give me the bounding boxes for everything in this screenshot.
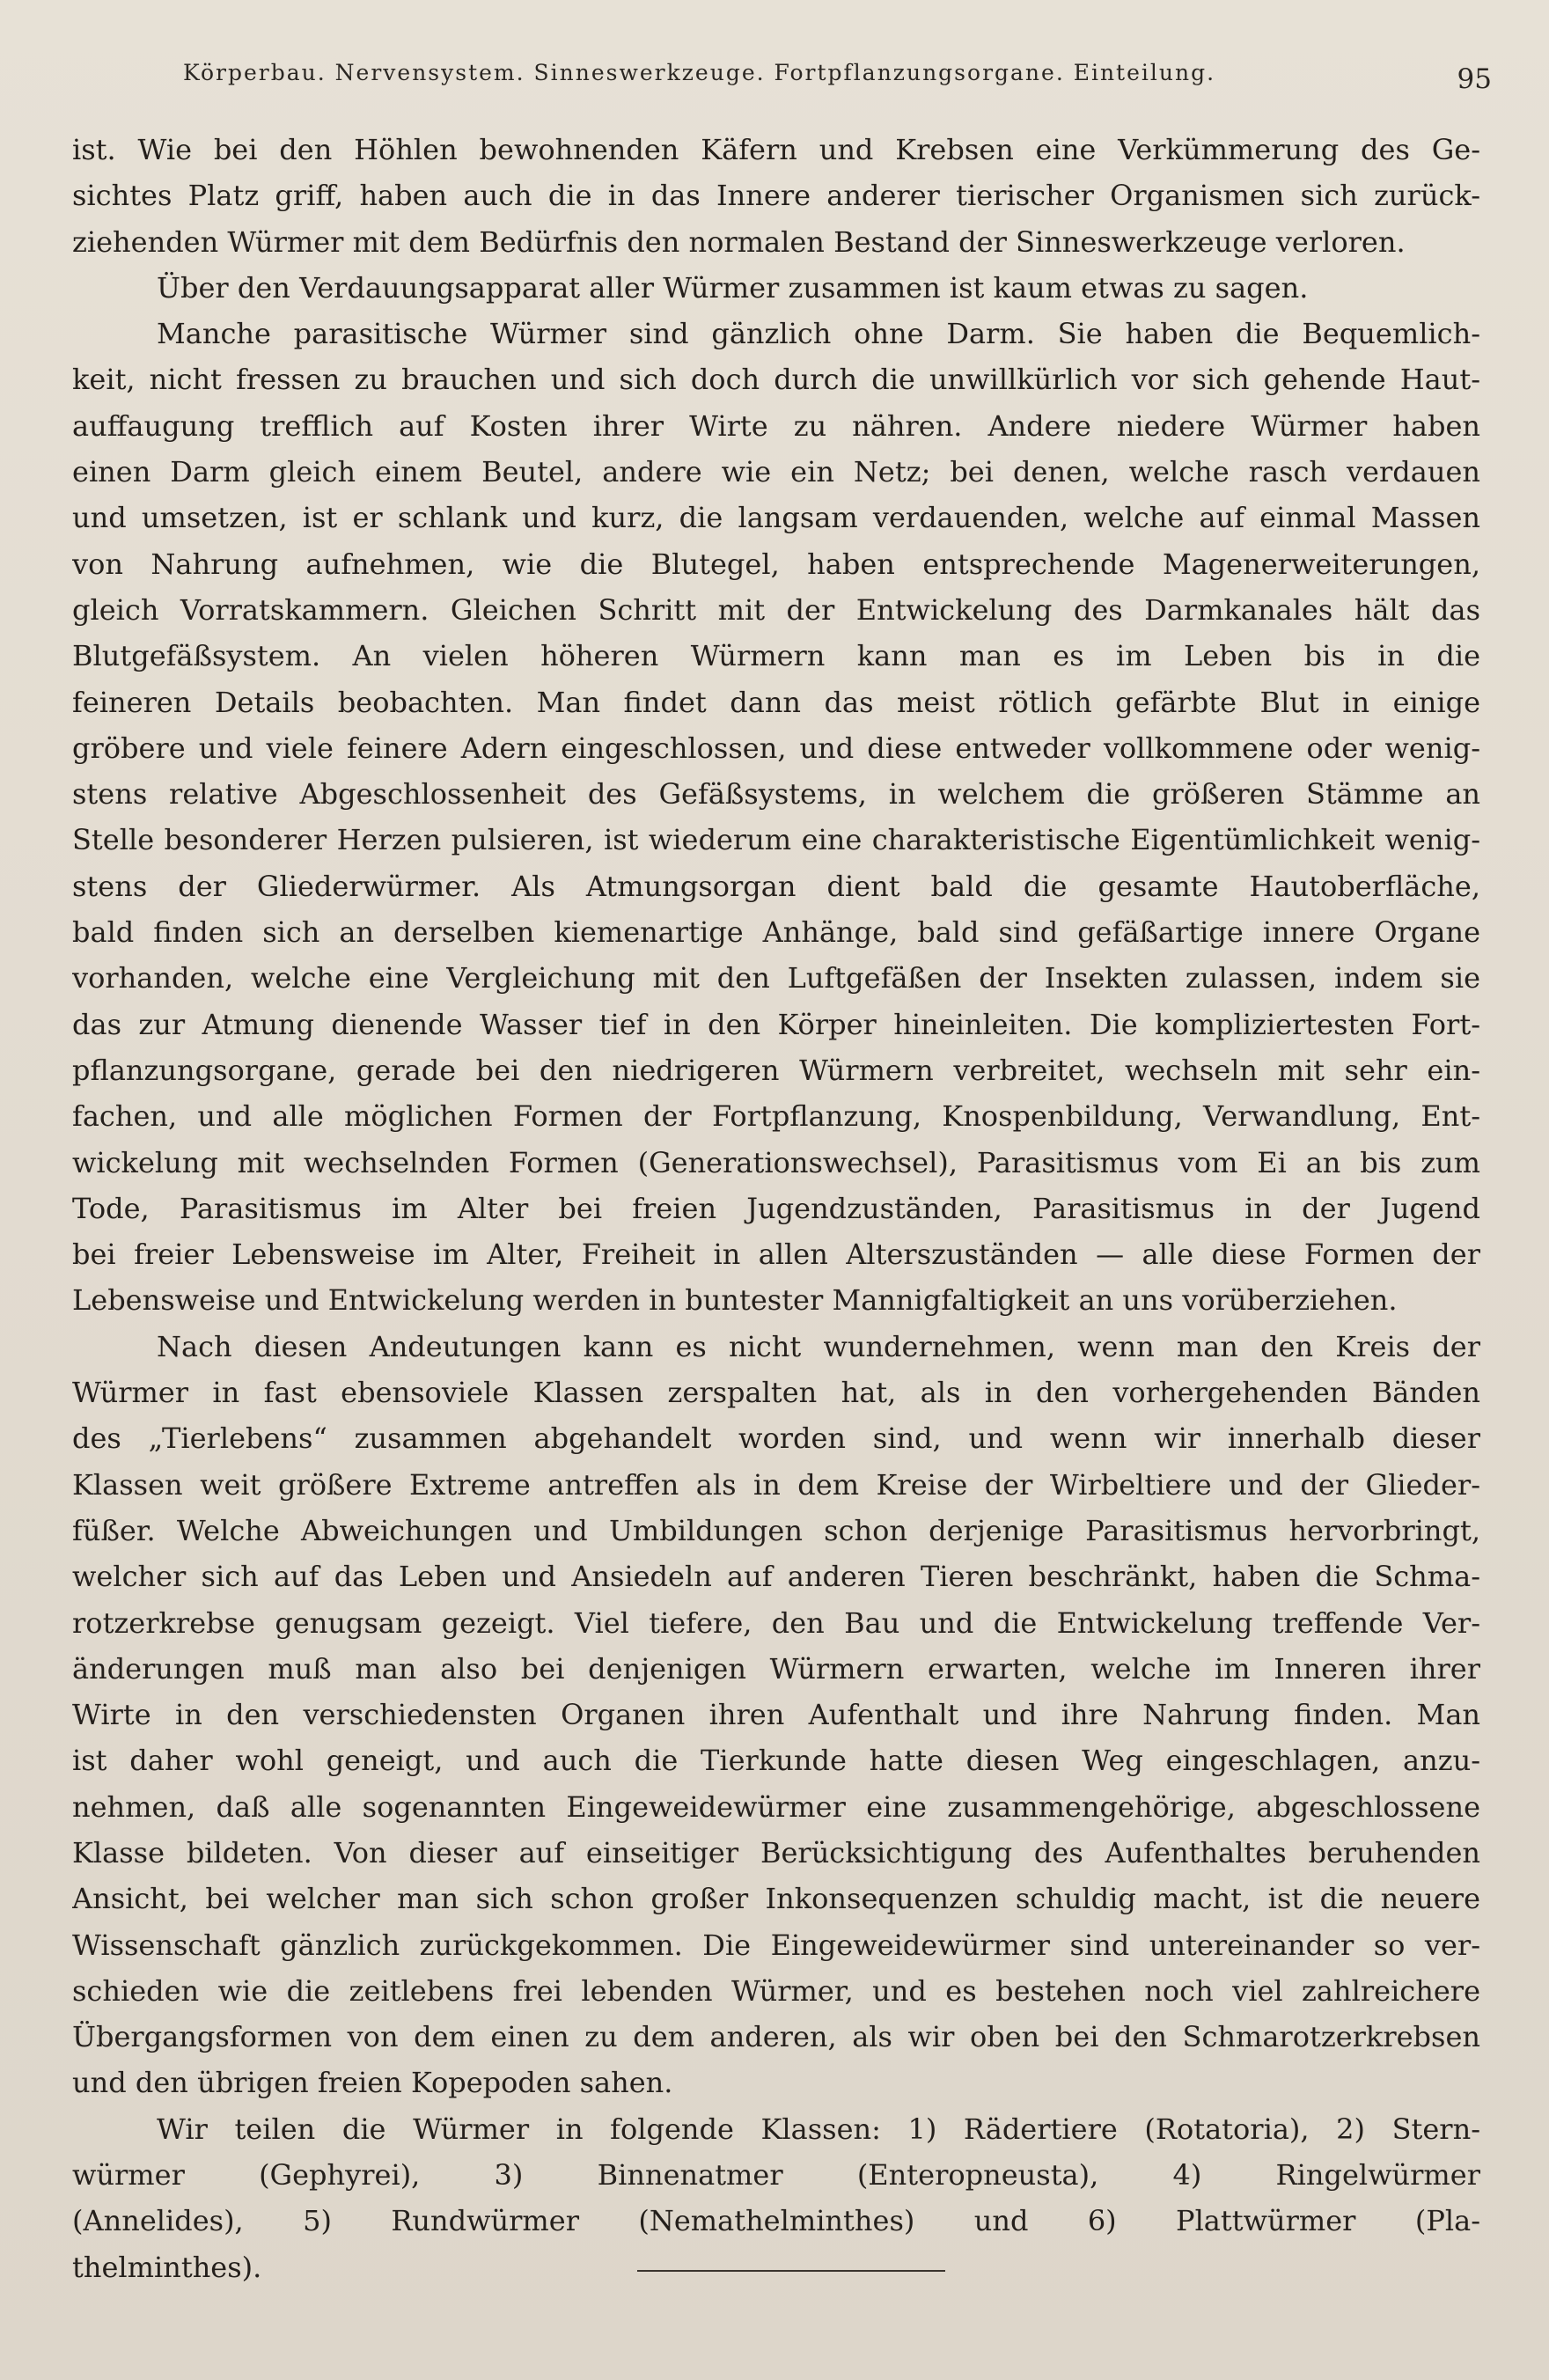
text-line: Lebensweise und Entwickelung werden in buntester Mannigfaltigkeit an uns vorüberziehen. — [72, 1283, 1398, 1318]
text-line: Blutgefäßsystem. An vielen höheren Würmern kann man es im Leben bis in die — [72, 639, 1480, 673]
text-line: wickelung mit wechselnden Formen (Generationswechsel), Parasitismus vom Ei an bis zum — [72, 1145, 1480, 1179]
text-line: des „Tierlebens“ zusammen abgehandelt worden sind, und wenn wir innerhalb dieser — [72, 1421, 1480, 1456]
text-line: welcher sich auf das Leben und Ansiedeln auf anderen Tieren beschränkt, haben die Schma- — [72, 1560, 1480, 1594]
text-line: von Nahrung aufnehmen, wie die Blutegel, haben entsprechende Magenerweiterungen, — [72, 547, 1480, 581]
text-line: Tode, Parasitismus im Alter bei freien Jugendzuständen, Parasitismus in der Jugend — [72, 1191, 1480, 1225]
text-line: pflanzungsorgane, gerade bei den niedrigeren Würmern verbreitet, wechseln mit sehr ein- — [72, 1053, 1480, 1087]
text-line: nehmen, daß alle sogenannten Eingeweidewürmer eine zusammengehörige, abgeschlossene — [72, 1789, 1480, 1824]
text-line: änderungen muß man also bei denjenigen Würmern erwarten, welche im Inneren ihrer — [72, 1651, 1480, 1686]
text-line: thelminthes). — [72, 2250, 262, 2284]
text-line: auffaugung trefflich auf Kosten ihrer Wirte zu nähren. Andere niedere Würmer haben — [72, 408, 1480, 443]
running-head: Körperbau. Nervensystem. Sinneswerkzeuge. Fortpflanzungsorgane. Einteilung. — [183, 60, 1216, 85]
text-line: schieden wie die zeitlebens frei lebenden Würmer, und es bestehen noch viel zahlreichere — [72, 1973, 1480, 2008]
text-line: Ansicht, bei welcher man sich schon großer Inkonsequenzen schuldig macht, ist die neuere — [72, 1882, 1480, 1916]
body-text — [72, 127, 1480, 2290]
text-line: gleich Vorratskammern. Gleichen Schritt mit der Entwickelung des Darmkanales hält das — [72, 592, 1480, 627]
text-line: Wirte in den verschiedensten Organen ihren Aufenthalt und ihre Nahrung finden. Man — [72, 1698, 1480, 1732]
text-line: ist daher wohl geneigt, und auch die Tierkunde hatte diesen Weg eingeschlagen, anzu- — [72, 1744, 1480, 1778]
text-line: Nach diesen Andeutungen kann es nicht wundernehmen, wenn man den Kreis der — [157, 1329, 1480, 1363]
text-line: sichtes Platz griff, haben auch die in das Innere anderer tierischer Organismen sich zurück- — [72, 179, 1480, 213]
text-line: stens der Gliederwürmer. Als Atmungsorgan dient bald die gesamte Hautoberfläche, — [72, 869, 1480, 903]
text-line: Manche parasitische Würmer sind gänzlich ohne Darm. Sie haben die Bequemlich- — [157, 317, 1480, 351]
text-line: würmer (Gephyrei), 3) Binnenatmer (Enteropneusta), 4) Ringelwürmer — [72, 2158, 1480, 2193]
text-line: ist. Wie bei den Höhlen bewohnenden Käfern und Krebsen eine Verkümmerung des Ge- — [72, 133, 1480, 166]
text-line: feineren Details beobachten. Man findet dann das meist rötlich gefärbte Blut in einige — [72, 685, 1480, 719]
closing-rule — [637, 2270, 945, 2272]
text-line: bei freier Lebensweise im Alter, Freiheit in allen Alterszuständen — alle diese Formen der — [72, 1238, 1480, 1272]
text-line: und umsetzen, ist er schlank und kurz, die langsam verdauenden, welche auf einmal Massen — [72, 501, 1480, 535]
text-line: stens relative Abgeschlossenheit des Gefäßsystems, in welchem die größeren Stämme an — [72, 777, 1480, 812]
text-line: Wir teilen die Würmer in folgende Klassen: 1) Rädertiere (Rotatoria), 2) Stern- — [157, 2112, 1480, 2146]
text-line: Stelle besonderer Herzen pulsieren, ist wiederum eine charakteristische Eigentümlichkeit wenig- — [72, 823, 1480, 857]
text-line: Klassen weit größere Extreme antreffen als in dem Kreise der Wirbeltiere und der Glieder- — [72, 1467, 1480, 1502]
text-line: Klasse bildeten. Von dieser auf einseitiger Berücksichtigung des Aufenthaltes beruhenden — [72, 1835, 1480, 1869]
text-line: einen Darm gleich einem Beutel, andere wie ein Netz; bei denen, welche rasch verdauen — [72, 455, 1480, 489]
text-line: fachen, und alle möglichen Formen der Fortpflanzung, Knospenbildung, Verwandlung, Ent- — [72, 1099, 1480, 1134]
text-line: bald finden sich an derselben kiemenartige Anhänge, bald sind gefäßartige innere Organe — [72, 915, 1480, 950]
text-line: gröbere und viele feinere Adern eingeschlossen, und diese entweder vollkommene oder wenig- — [72, 731, 1480, 765]
page-header — [70, 53, 1492, 97]
text-line: Würmer in fast ebensoviele Klassen zerspalten hat, als in den vorhergehenden Bänden — [72, 1376, 1480, 1410]
text-line: das zur Atmung dienende Wasser tief in den Körper hineinleiten. Die kompliziertesten Fort- — [72, 1007, 1480, 1041]
text-line: Übergangsformen von dem einen zu dem anderen, als wir oben bei den Schmarotzerkrebsen — [72, 2020, 1480, 2054]
text-line: (Annelides), 5) Rundwürmer (Nemathelminthes) und 6) Plattwürmer (Pla- — [72, 2204, 1480, 2238]
text-line: ziehenden Würmer mit dem Bedürfnis den normalen Bestand der Sinneswerkzeuge verloren. — [72, 224, 1406, 259]
text-line: Über den Verdauungsapparat aller Würmer zusammen ist kaum etwas zu sagen. — [157, 270, 1309, 305]
text-line: Wissenschaft gänzlich zurückgekommen. Die Eingeweidewürmer sind untereinander so ver- — [72, 1928, 1480, 1962]
text-line: keit, nicht fressen zu brauchen und sich doch durch die unwillkürlich vor sich gehende Haut- — [72, 363, 1480, 397]
text-line: füßer. Welche Abweichungen und Umbildungen schon derjenige Parasitismus hervorbringt, — [72, 1513, 1480, 1547]
text-line: vorhanden, welche eine Vergleichung mit den Luftgefäßen der Insekten zulassen, indem sie — [72, 961, 1480, 995]
page-number: 95 — [1457, 63, 1492, 95]
text-line: und den übrigen freien Kopepoden sahen. — [72, 2066, 673, 2100]
text-line: rotzerkrebse genugsam gezeigt. Viel tiefere, den Bau und die Entwickelung treffende Ver- — [72, 1605, 1480, 1640]
